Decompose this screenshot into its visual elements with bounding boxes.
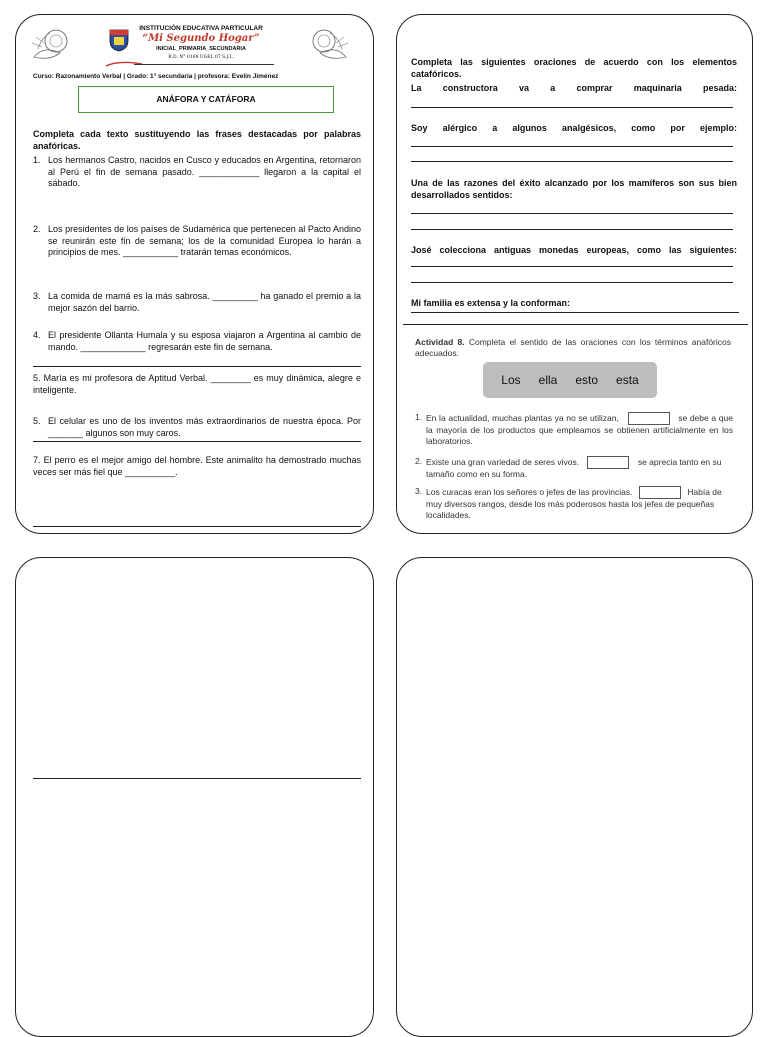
word-bank <box>483 362 657 398</box>
item-text: Los hermanos Castro, nacidos en Cusco y educados en Argentina, retornaron al Perú el fin de semana pasado. ____________ llegaron a la capital el sábado. <box>48 155 361 188</box>
answer-line <box>411 312 739 313</box>
list-item <box>33 224 361 259</box>
item-number: 3. <box>415 486 423 496</box>
right-instruction: Completa las siguientes oraciones de acuerdo con los elementos catafóricos. <box>411 57 737 79</box>
cataphora-sentence: José colecciona antiguas monedas europeas, como las siguientes: <box>411 245 737 255</box>
answer-line <box>411 213 733 214</box>
school-resolution: R.D. N° 0169 UGEL 07 S.J.L. <box>168 55 234 60</box>
activity-instruction <box>415 337 731 358</box>
item-number: 5. <box>33 373 41 383</box>
blank-page-right <box>396 557 753 1037</box>
divider-line <box>33 441 361 442</box>
item-text: La comida de mamá es la más sabrosa. _________ ha ganado el premio a la mejor sazón del barrio. <box>48 291 361 313</box>
list-item <box>33 155 361 190</box>
word-bank-item: ella <box>538 373 558 387</box>
answer-line <box>411 282 733 283</box>
course-line: Curso: Razonamiento Verbal | Grado: 1° secundaria | profesora: Evelin Jiménez <box>33 73 279 80</box>
list-item <box>33 291 361 314</box>
item-text-before: Los curacas eran los señores o jefes de las provincias. <box>426 486 633 497</box>
list-item <box>33 373 361 396</box>
list-item <box>33 416 361 439</box>
activity-label: Actividad 8. <box>415 337 465 347</box>
word-bank-item: Los <box>501 373 521 387</box>
item-text-after: Había de muy diversos rangos, desde los más poderosos hasta los jefes de pequeñas localidades. <box>426 486 722 520</box>
item-text: El perro es el mejor amigo del hombre. Este animalito ha demostrado muchas veces ser más fiel que __________. <box>33 455 361 477</box>
section-divider <box>403 324 748 325</box>
item-text-before: En la actualidad, muchas plantas ya no se utilizan, <box>426 412 619 423</box>
activity-item <box>415 412 733 446</box>
item-text-after: se aprecia tanto en su tamaño como en su forma. <box>426 456 722 479</box>
institution-name: INSTITUCIÓN EDUCATIVA PARTICULAR <box>139 25 263 32</box>
item-text-after: se debe a que la mayoría de los productos que empleamos se obtienen artificialmente en los laboratorios. <box>426 412 733 446</box>
activity-item <box>415 456 733 480</box>
answer-line <box>411 266 733 267</box>
header-rule <box>134 64 274 65</box>
item-number: 5. <box>33 416 41 426</box>
worksheet-page-right <box>396 14 753 534</box>
word-bank-item: esta <box>616 373 639 387</box>
item-text-before: Existe una gran variedad de seres vivos. <box>426 456 580 467</box>
blank-page-left <box>15 557 374 1037</box>
answer-line <box>411 107 733 108</box>
item-text: El presidente Ollanta Humala y su esposa viajaron a Argentina al cambio de mando. _____________ regresarán este fin de semana. <box>48 330 361 352</box>
answer-line <box>411 146 733 147</box>
blank-rule <box>33 778 361 779</box>
answer-box[interactable] <box>639 486 681 499</box>
list-item <box>33 330 361 353</box>
item-text: El celular es uno de los inventos más extraordinarios de nuestra época. Por _______ algunos son muy caros. <box>48 416 361 438</box>
item-number: 1. <box>415 412 423 422</box>
cataphora-sentence: Soy alérgico a algunos analgésicos, como por ejemplo: <box>411 123 737 133</box>
answer-box[interactable] <box>587 456 629 469</box>
school-name: “Mi Segundo Hogar” <box>142 33 260 44</box>
item-number: 4. <box>33 330 41 340</box>
item-text: Los presidentes de los países de Sudamérica que pertenecen al Pacto Andino se reunirán este fin de semana; los de la comunidad Europea lo harán a principios de mes. ___________ tratarán temas económicos. <box>48 224 361 257</box>
word-bank-item: esto <box>575 373 599 387</box>
school-levels: INICIAL_PRIMARIA_SECUNDARIA <box>156 46 246 52</box>
list-item <box>33 455 361 478</box>
divider-line <box>33 366 361 367</box>
cataphora-sentence: La constructora va a comprar maquinaria pesada: <box>411 83 737 93</box>
item-number: 3. <box>33 291 41 301</box>
item-number: 2. <box>415 456 423 466</box>
header-ornament-right <box>308 23 350 63</box>
cataphora-sentence: Mi familia es extensa y la conforman: <box>411 298 571 308</box>
activity-item <box>415 486 733 520</box>
activity-text: Completa el sentido de las oraciones con los términos anafóricos adecuados. <box>415 337 731 358</box>
item-text: María es mi profesora de Aptitud Verbal. ________ es muy dinámica, alegre e inteligente. <box>33 373 361 395</box>
item-number: 2. <box>33 224 41 234</box>
worksheet-page-left <box>15 14 374 534</box>
bottom-rule <box>33 526 361 527</box>
page-title: ANÁFORA Y CATÁFORA <box>78 86 334 113</box>
answer-line <box>411 161 733 162</box>
item-number: 1. <box>33 155 41 165</box>
header-ornament-left <box>30 23 72 63</box>
left-instruction: Completa cada texto sustituyendo las frases destacadas por palabras anafóricas. <box>33 129 361 151</box>
cataphora-sentence: Una de las razones del éxito alcanzado por los mamíferos son sus bien desarrollados sentidos: <box>411 178 737 200</box>
answer-line <box>411 229 733 230</box>
answer-box[interactable] <box>628 412 670 425</box>
item-number: 7. <box>33 455 41 465</box>
